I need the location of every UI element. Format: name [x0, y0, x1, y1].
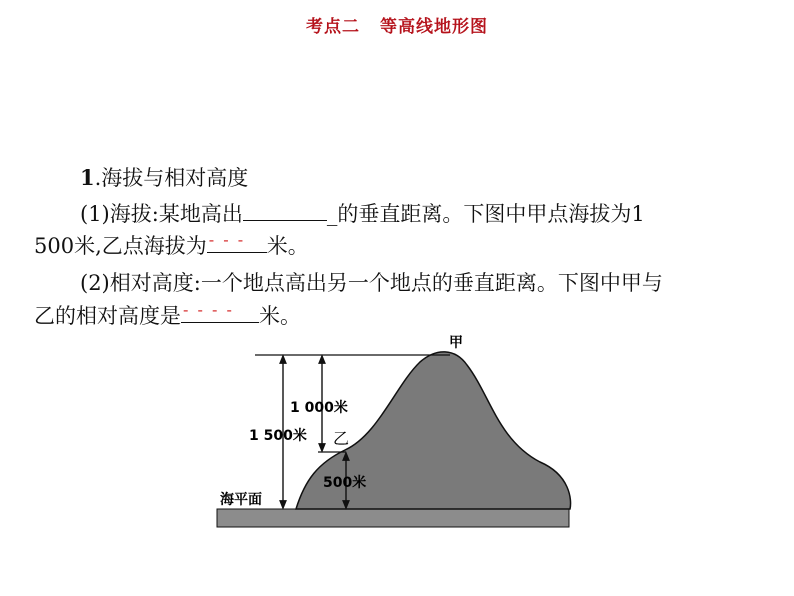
blank-3-marks: - - - -	[183, 300, 234, 319]
blank-2-marks: - - -	[208, 230, 246, 249]
p2-text: (2)相对高度:一个地点高出另一个地点的垂直距离。下图中甲与	[80, 271, 663, 295]
relative-height-label: 1 000米	[290, 400, 348, 416]
p1-text-a: (1)海拔:某地高出	[80, 202, 243, 226]
heading-number: 1	[80, 165, 95, 190]
total-height-label: 1 500米	[249, 428, 307, 444]
p1-line2-text-a: 500米,乙点海拔为	[34, 234, 207, 258]
peak-label: 甲	[449, 335, 463, 351]
ground-strip	[217, 509, 569, 527]
p2-line2-text-b: 米。	[259, 304, 301, 328]
heading-text: .海拔与相对高度	[94, 166, 249, 190]
sea-level-label: 海平面	[220, 492, 262, 508]
point-label: 乙	[333, 429, 350, 448]
title-section: 考点二	[306, 17, 360, 37]
title-topic: 等高线地形图	[380, 17, 488, 37]
p1-line2-text-b: 米。	[266, 234, 309, 258]
p1-text-b: _的垂直距离。下图中甲点海拔为1	[326, 202, 645, 226]
p2-line2-text-a: 乙的相对高度是	[34, 304, 181, 328]
point-height-label: 500米	[323, 475, 367, 491]
